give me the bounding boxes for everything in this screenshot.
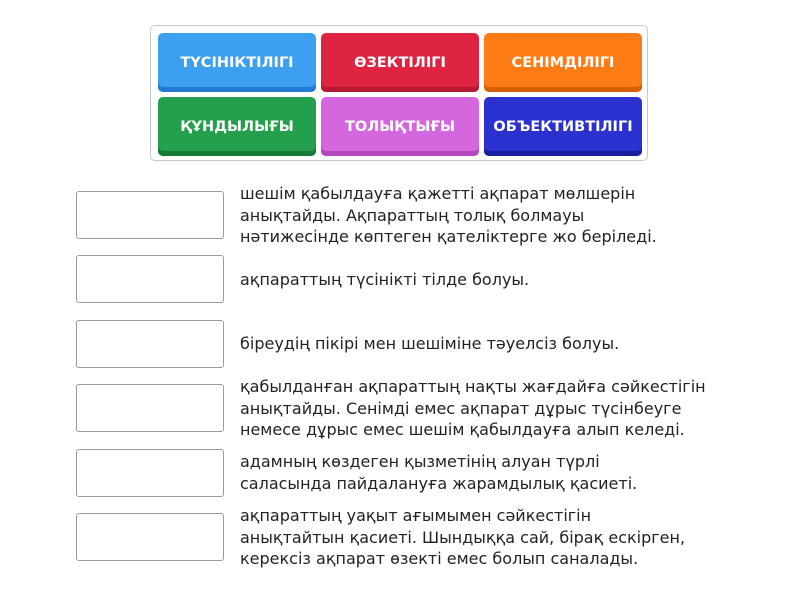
answer-drop-box-1[interactable] [76,191,224,239]
statement-1 [240,183,760,248]
statement-4-line-3: немесе дұрыс емес шешім қабылдауға алып келеді. [240,420,685,439]
statement-3-line-1: біреудің пікірі мен шешіміне тәуелсіз болуы. [240,334,620,353]
tile-bank [150,25,648,161]
tile-kundylygy[interactable]: ҚҰНДЫЛЫҒЫ [158,97,316,156]
statement-6-line-3: керексіз ақпарат өзекті емес болып саналады. [240,549,639,568]
statement-2 [240,269,760,291]
statement-4-line-1: қабылданған ақпараттың нақты жағдайға сәйкестігін [240,377,706,396]
tile-obektivtiligi[interactable]: ОБЪЕКТИВТІЛІГІ [484,97,642,156]
answer-drop-box-5[interactable] [76,449,224,497]
answer-drop-box-6[interactable] [76,513,224,561]
answer-drop-box-2[interactable] [76,255,224,303]
statement-6-line-2: анықтайтын қасиеті. Шындыққа сай, бірақ ескірген, [240,527,686,547]
answer-drop-box-3[interactable] [76,320,224,368]
statement-5-line-2: саласында пайдалануға жарамдылық қасиеті. [240,473,638,493]
statement-5-line-1: адамның көздеген қызметінің алуан түрлі [240,452,600,471]
statement-5 [240,451,760,494]
statement-6-line-1: ақпараттың уақыт ағымымен сәйкестігін [240,506,592,525]
statement-3 [240,333,760,355]
answer-drop-box-4[interactable] [76,384,224,432]
statement-4-line-2: анықтайды. Сенімді емес ақпарат дұрыс түсінбеуге [240,398,682,418]
statement-1-line-2: анықтайды. Ақпараттың толық болмауы [240,205,585,225]
tile-tusiniktiligi[interactable]: ТҮСІНІКТІЛІГІ [158,33,316,92]
statement-4 [240,376,760,441]
statement-1-line-3: нәтижесінде көптеген қателіктерге жо беріледі. [240,227,657,246]
tile-senimdiligi[interactable]: СЕНІМДІЛІГІ [484,33,642,92]
statement-2-line-1: ақпараттың түсінікті тілде болуы. [240,270,530,289]
tile-ozektiligi[interactable]: ӨЗЕКТІЛІГІ [321,33,479,92]
statement-1-line-1: шешім қабылдауға қажетті ақпарат мөлшерін [240,184,636,203]
tile-tolyktygy[interactable]: ТОЛЫҚТЫҒЫ [321,97,479,156]
statement-6 [240,505,760,570]
